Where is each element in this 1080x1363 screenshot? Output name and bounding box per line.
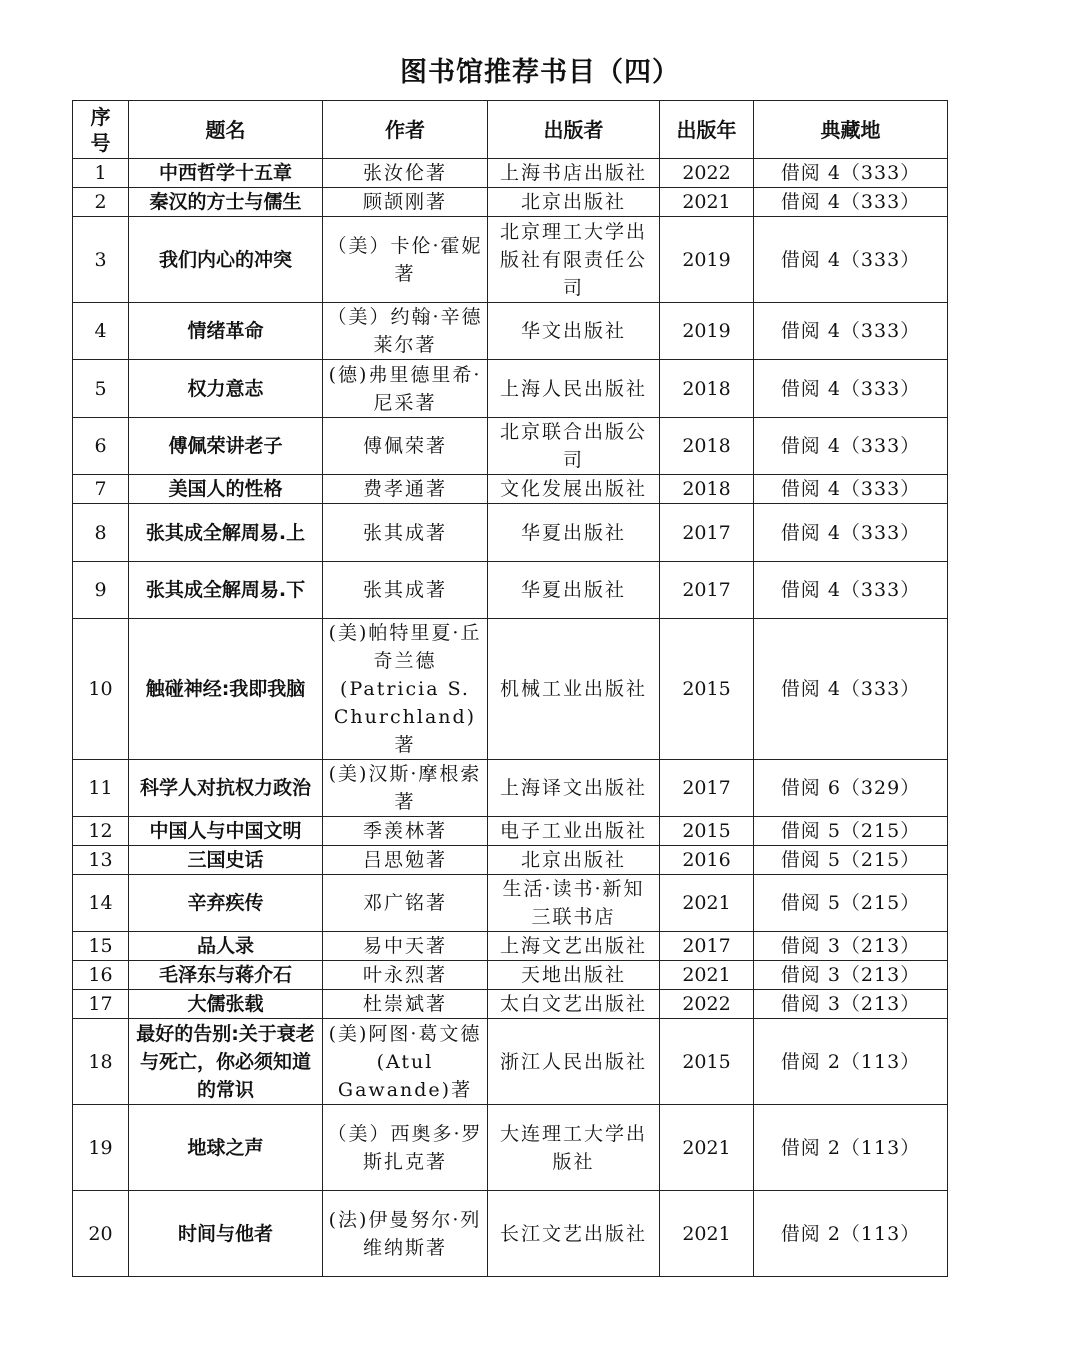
row-publisher: 文化发展出版社 bbox=[488, 475, 660, 504]
table-row bbox=[73, 217, 948, 303]
row-year: 2017 bbox=[660, 562, 754, 619]
row-publisher: 华夏出版社 bbox=[488, 504, 660, 562]
row-location: 借阅 4（333） bbox=[754, 217, 948, 303]
row-seq: 18 bbox=[73, 1019, 129, 1105]
row-seq: 12 bbox=[73, 817, 129, 846]
row-year: 2019 bbox=[660, 303, 754, 360]
row-year: 2017 bbox=[660, 760, 754, 817]
row-seq: 10 bbox=[73, 619, 129, 760]
row-author: （美）卡伦·霍妮著 bbox=[323, 217, 488, 303]
header-publisher: 出版者 bbox=[488, 101, 660, 159]
row-seq: 6 bbox=[73, 418, 129, 475]
table-row bbox=[73, 159, 948, 188]
row-title: 秦汉的方士与儒生 bbox=[129, 188, 323, 217]
row-author: (美)帕特里夏·丘奇兰德(Patricia S. Churchland)著 bbox=[323, 619, 488, 760]
row-publisher: 华夏出版社 bbox=[488, 562, 660, 619]
row-publisher: 上海人民出版社 bbox=[488, 360, 660, 418]
row-author: (美)阿图·葛文德(Atul Gawande)著 bbox=[323, 1019, 488, 1105]
row-seq: 17 bbox=[73, 990, 129, 1019]
row-year: 2018 bbox=[660, 360, 754, 418]
row-publisher: 华文出版社 bbox=[488, 303, 660, 360]
row-location: 借阅 4（333） bbox=[754, 619, 948, 760]
row-location: 借阅 4（333） bbox=[754, 418, 948, 475]
row-year: 2021 bbox=[660, 1191, 754, 1277]
row-publisher: 上海译文出版社 bbox=[488, 760, 660, 817]
row-location: 借阅 4（333） bbox=[754, 188, 948, 217]
row-seq: 16 bbox=[73, 961, 129, 990]
row-author: 张汝伦著 bbox=[323, 159, 488, 188]
table-row bbox=[73, 504, 948, 562]
row-author: 顾颉刚著 bbox=[323, 188, 488, 217]
row-year: 2021 bbox=[660, 1105, 754, 1191]
row-title: 中西哲学十五章 bbox=[129, 159, 323, 188]
row-location: 借阅 2（113） bbox=[754, 1105, 948, 1191]
table-row bbox=[73, 1019, 948, 1105]
row-author: 张其成著 bbox=[323, 562, 488, 619]
row-year: 2015 bbox=[660, 619, 754, 760]
row-seq: 9 bbox=[73, 562, 129, 619]
table-row bbox=[73, 875, 948, 932]
row-seq: 19 bbox=[73, 1105, 129, 1191]
row-author: 邓广铭著 bbox=[323, 875, 488, 932]
row-seq: 3 bbox=[73, 217, 129, 303]
row-year: 2018 bbox=[660, 475, 754, 504]
row-publisher: 上海书店出版社 bbox=[488, 159, 660, 188]
row-seq: 5 bbox=[73, 360, 129, 418]
row-title: 时间与他者 bbox=[129, 1191, 323, 1277]
header-location: 典藏地 bbox=[754, 101, 948, 159]
row-location: 借阅 2（113） bbox=[754, 1019, 948, 1105]
row-author: (美)汉斯·摩根索著 bbox=[323, 760, 488, 817]
row-title: 三国史话 bbox=[129, 846, 323, 875]
table-row bbox=[73, 846, 948, 875]
row-title: 张其成全解周易.上 bbox=[129, 504, 323, 562]
row-seq: 8 bbox=[73, 504, 129, 562]
row-author: （美）西奥多·罗斯扎克著 bbox=[323, 1105, 488, 1191]
row-publisher: 北京联合出版公司 bbox=[488, 418, 660, 475]
table-row bbox=[73, 760, 948, 817]
table-row bbox=[73, 418, 948, 475]
row-location: 借阅 3（213） bbox=[754, 961, 948, 990]
row-author: 傅佩荣著 bbox=[323, 418, 488, 475]
row-year: 2018 bbox=[660, 418, 754, 475]
row-publisher: 北京出版社 bbox=[488, 188, 660, 217]
row-publisher: 浙江人民出版社 bbox=[488, 1019, 660, 1105]
table-row bbox=[73, 562, 948, 619]
row-title: 大儒张载 bbox=[129, 990, 323, 1019]
row-title: 美国人的性格 bbox=[129, 475, 323, 504]
row-title: 张其成全解周易.下 bbox=[129, 562, 323, 619]
page-title: 图书馆推荐书目（四） bbox=[400, 57, 680, 88]
header-title: 题名 bbox=[129, 101, 323, 159]
row-publisher: 上海文艺出版社 bbox=[488, 932, 660, 961]
row-year: 2021 bbox=[660, 188, 754, 217]
row-author: (德)弗里德里希·尼采著 bbox=[323, 360, 488, 418]
row-publisher: 天地出版社 bbox=[488, 961, 660, 990]
row-year: 2019 bbox=[660, 217, 754, 303]
row-seq: 13 bbox=[73, 846, 129, 875]
row-author: 张其成著 bbox=[323, 504, 488, 562]
table-row bbox=[73, 1191, 948, 1277]
table-row bbox=[73, 619, 948, 760]
row-author: 易中天著 bbox=[323, 932, 488, 961]
row-publisher: 机械工业出版社 bbox=[488, 619, 660, 760]
row-publisher: 北京出版社 bbox=[488, 846, 660, 875]
row-seq: 1 bbox=[73, 159, 129, 188]
row-title: 辛弃疾传 bbox=[129, 875, 323, 932]
row-seq: 20 bbox=[73, 1191, 129, 1277]
row-year: 2015 bbox=[660, 1019, 754, 1105]
row-seq: 14 bbox=[73, 875, 129, 932]
row-title: 情绪革命 bbox=[129, 303, 323, 360]
row-location: 借阅 5（215） bbox=[754, 817, 948, 846]
row-publisher: 长江文艺出版社 bbox=[488, 1191, 660, 1277]
row-location: 借阅 6（329） bbox=[754, 760, 948, 817]
row-seq: 4 bbox=[73, 303, 129, 360]
header-author: 作者 bbox=[323, 101, 488, 159]
row-publisher: 生活·读书·新知三联书店 bbox=[488, 875, 660, 932]
table-row bbox=[73, 990, 948, 1019]
table-row bbox=[73, 188, 948, 217]
row-location: 借阅 4（333） bbox=[754, 475, 948, 504]
row-year: 2017 bbox=[660, 932, 754, 961]
row-author: （美）约翰·辛德莱尔著 bbox=[323, 303, 488, 360]
row-year: 2016 bbox=[660, 846, 754, 875]
row-title: 地球之声 bbox=[129, 1105, 323, 1191]
header-year: 出版年 bbox=[660, 101, 754, 159]
row-title: 我们内心的冲突 bbox=[129, 217, 323, 303]
row-author: 费孝通著 bbox=[323, 475, 488, 504]
table-row bbox=[73, 360, 948, 418]
row-title: 中国人与中国文明 bbox=[129, 817, 323, 846]
table-row bbox=[73, 961, 948, 990]
table-row bbox=[73, 475, 948, 504]
row-location: 借阅 4（333） bbox=[754, 159, 948, 188]
row-location: 借阅 5（215） bbox=[754, 875, 948, 932]
row-publisher: 电子工业出版社 bbox=[488, 817, 660, 846]
header-row bbox=[73, 101, 948, 159]
row-publisher: 大连理工大学出版社 bbox=[488, 1105, 660, 1191]
row-seq: 15 bbox=[73, 932, 129, 961]
row-seq: 7 bbox=[73, 475, 129, 504]
row-author: 杜崇斌著 bbox=[323, 990, 488, 1019]
row-title: 权力意志 bbox=[129, 360, 323, 418]
row-author: 季羡林著 bbox=[323, 817, 488, 846]
row-seq: 2 bbox=[73, 188, 129, 217]
row-publisher: 北京理工大学出版社有限责任公司 bbox=[488, 217, 660, 303]
row-title: 品人录 bbox=[129, 932, 323, 961]
table-row bbox=[73, 303, 948, 360]
table-row bbox=[73, 817, 948, 846]
row-location: 借阅 4（333） bbox=[754, 303, 948, 360]
row-author: (法)伊曼努尔·列维纳斯著 bbox=[323, 1191, 488, 1277]
row-location: 借阅 4（333） bbox=[754, 562, 948, 619]
table-row bbox=[73, 932, 948, 961]
book-list-table bbox=[72, 100, 948, 1277]
row-location: 借阅 3（213） bbox=[754, 990, 948, 1019]
row-publisher: 太白文艺出版社 bbox=[488, 990, 660, 1019]
row-location: 借阅 2（113） bbox=[754, 1191, 948, 1277]
row-year: 2015 bbox=[660, 817, 754, 846]
row-title: 傅佩荣讲老子 bbox=[129, 418, 323, 475]
header-seq: 序号 bbox=[73, 101, 129, 159]
row-location: 借阅 4（333） bbox=[754, 504, 948, 562]
row-location: 借阅 3（213） bbox=[754, 932, 948, 961]
row-author: 叶永烈著 bbox=[323, 961, 488, 990]
row-year: 2022 bbox=[660, 159, 754, 188]
row-year: 2021 bbox=[660, 875, 754, 932]
row-location: 借阅 5（215） bbox=[754, 846, 948, 875]
row-title: 毛泽东与蒋介石 bbox=[129, 961, 323, 990]
row-location: 借阅 4（333） bbox=[754, 360, 948, 418]
table-row bbox=[73, 1105, 948, 1191]
row-year: 2017 bbox=[660, 504, 754, 562]
row-title: 最好的告别:关于衰老与死亡，你必须知道的常识 bbox=[129, 1019, 323, 1105]
row-year: 2022 bbox=[660, 990, 754, 1019]
row-seq: 11 bbox=[73, 760, 129, 817]
row-year: 2021 bbox=[660, 961, 754, 990]
row-author: 吕思勉著 bbox=[323, 846, 488, 875]
row-title: 触碰神经:我即我脑 bbox=[129, 619, 323, 760]
row-title: 科学人对抗权力政治 bbox=[129, 760, 323, 817]
